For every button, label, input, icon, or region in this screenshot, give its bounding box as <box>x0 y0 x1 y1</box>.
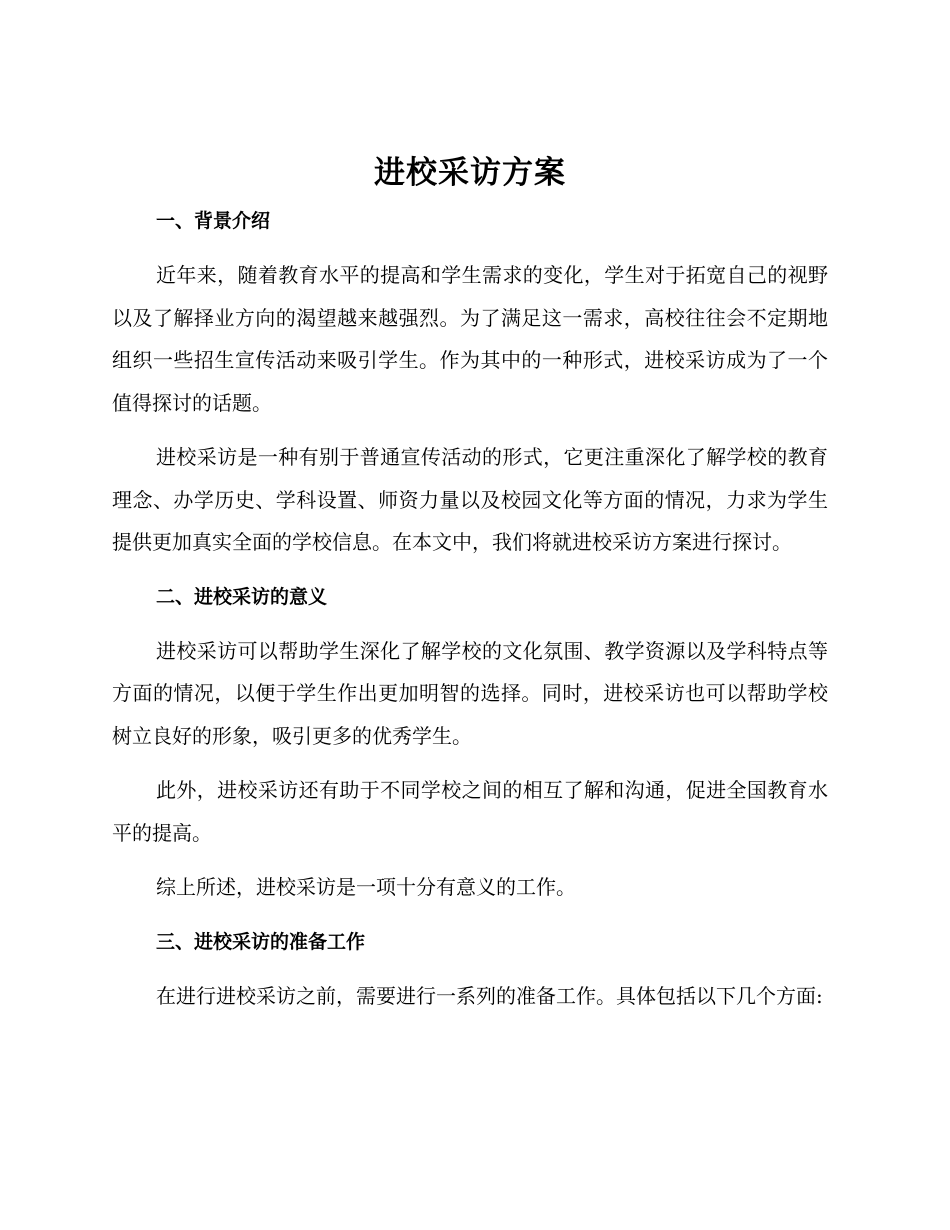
section-preparation <box>112 921 828 1018</box>
section-significance <box>112 576 828 909</box>
spacer <box>112 963 828 975</box>
paragraph: 进校采访是一种有别于普通宣传活动的形式，它更注重深化了解学校的教育理念、办学历史、学科设置、师资力量以及校园文化等方面的情况，力求为学生提供更加真实全面的学校信息。在本文中，我们将就进校采访方案进行探讨。 <box>112 445 828 554</box>
spacer <box>112 618 828 630</box>
document-body <box>112 146 828 1017</box>
section-heading: 二、进校采访的意义 <box>156 585 328 608</box>
spacer <box>112 909 828 921</box>
spacer <box>112 564 828 576</box>
paragraph: 在进行进校采访之前，需要进行一系列的准备工作。具体包括以下几个方面: <box>156 983 823 1008</box>
section-background <box>112 200 828 564</box>
spacer <box>112 757 828 769</box>
spacer <box>112 854 828 866</box>
spacer <box>112 242 828 254</box>
section-heading: 三、进校采访的准备工作 <box>156 930 366 953</box>
section-heading: 一、背景介绍 <box>156 210 271 232</box>
paragraph: 近年来，随着教育水平的提高和学生需求的变化，学生对于拓宽自己的视野以及了解择业方向的渴望越来越强烈。为了满足这一需求，高校往往会不定期地组织一些招生宣传活动来吸引学生。作为其中的一种形式，进校采访成为了一个值得探讨的话题。 <box>112 263 828 415</box>
paragraph: 此外，进校采访还有助于不同学校之间的相互了解和沟通，促进全国教育水平的提高。 <box>112 778 828 845</box>
paragraph: 进校采访可以帮助学生深化了解学校的文化氛围、教学资源以及学科特点等方面的情况，以便于学生作出更加明智的选择。同时，进校采访也可以帮助学校树立良好的形象，吸引更多的优秀学生。 <box>112 638 828 748</box>
spacer <box>112 424 828 436</box>
document-title: 进校采访方案 <box>374 155 566 191</box>
paragraph: 综上所述，进校采访是一项十分有意义的工作。 <box>156 875 576 899</box>
